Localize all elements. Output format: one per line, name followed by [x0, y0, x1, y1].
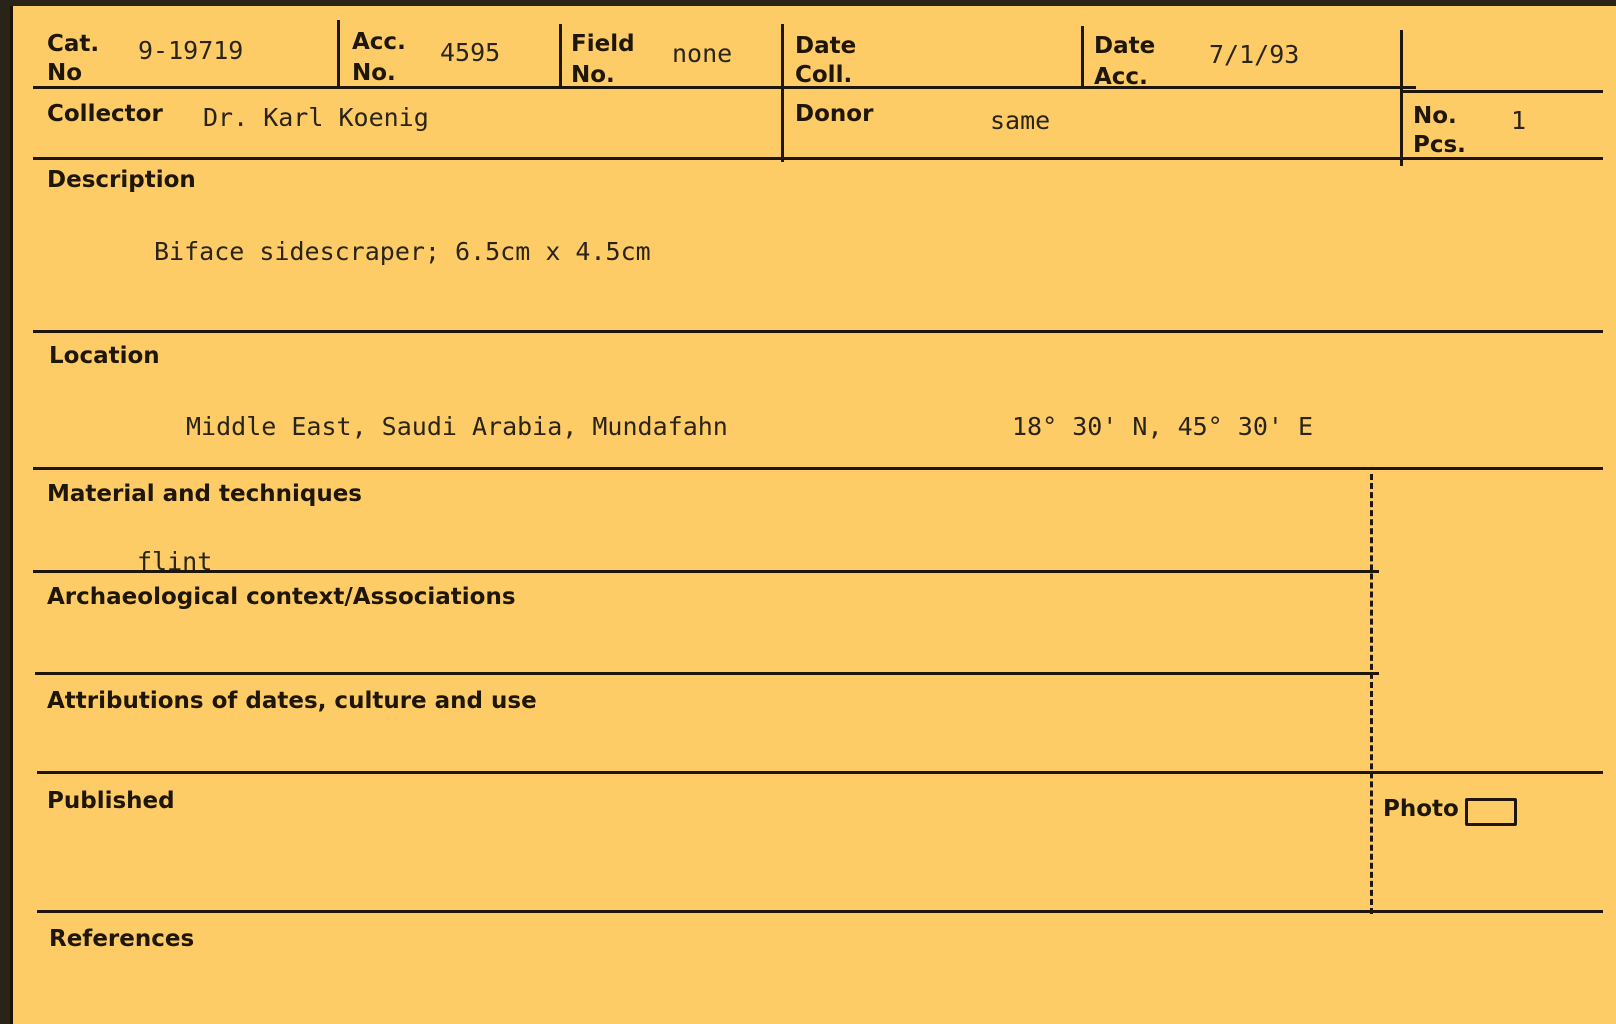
material-value: flint: [137, 547, 213, 576]
photo-column-divider: [1370, 474, 1373, 914]
date-acc-label-line2: Acc.: [1094, 64, 1148, 90]
field-no-label-line2: No.: [571, 62, 615, 88]
field-no-value: none: [672, 39, 733, 68]
acc-no-label-line1: Acc.: [352, 29, 406, 55]
archaeological-bottom-rule: [35, 672, 1379, 675]
date-acc-label-line1: Date: [1094, 33, 1156, 59]
collector-value: Dr. Karl Koenig: [203, 103, 429, 132]
photo-label: Photo: [1383, 796, 1459, 822]
field-datecoll-divider: [781, 24, 784, 162]
donor-label: Donor: [795, 101, 874, 127]
description-value: Biface sidescraper; 6.5cm x 4.5cm: [154, 237, 651, 266]
collector-bottom-rule: [33, 157, 1603, 160]
location-coordinates: 18° 30' N, 45° 30' E: [1012, 412, 1314, 441]
description-label: Description: [47, 167, 196, 193]
location-bottom-rule: [33, 467, 1603, 470]
date-acc-value: 7/1/93: [1209, 40, 1300, 69]
location-value: Middle East, Saudi Arabia, Mundafahn: [186, 412, 728, 441]
date-coll-label-line2: Coll.: [795, 62, 853, 88]
catalog-card: [10, 6, 1616, 1024]
published-label: Published: [47, 788, 175, 814]
description-bottom-rule: [33, 330, 1603, 333]
cat-acc-divider: [337, 20, 340, 89]
header-bottom-rule-right: [1400, 90, 1603, 93]
cat-no-value: 9-19719: [138, 36, 244, 65]
datecoll-dateacc-divider: [1081, 26, 1084, 89]
photo-checkbox[interactable]: [1465, 798, 1517, 826]
material-label: Material and techniques: [47, 481, 362, 507]
field-no-label-line1: Field: [571, 31, 635, 57]
pieces-value: 1: [1511, 106, 1527, 135]
donor-value: same: [990, 106, 1051, 135]
pieces-label-line2: Pcs.: [1413, 132, 1466, 158]
dateacc-blank-divider: [1400, 30, 1403, 166]
acc-no-label-line2: No.: [352, 60, 396, 86]
collector-label: Collector: [47, 101, 163, 127]
references-label: References: [49, 926, 195, 952]
location-label: Location: [49, 343, 160, 369]
attributions-bottom-rule: [37, 771, 1603, 774]
pieces-label-line1: No.: [1413, 103, 1457, 129]
acc-field-divider: [559, 24, 562, 89]
cat-no-label-line1: Cat.: [47, 31, 100, 57]
cat-no-label-line2: No: [47, 60, 83, 86]
attributions-label: Attributions of dates, culture and use: [47, 688, 537, 714]
header-bottom-rule-left: [33, 86, 1416, 89]
archaeological-label: Archaeological context/Associations: [47, 584, 516, 610]
acc-no-value: 4595: [440, 38, 501, 67]
material-bottom-rule: [33, 570, 1379, 573]
date-coll-label-line1: Date: [795, 33, 857, 59]
published-bottom-rule: [37, 910, 1603, 913]
